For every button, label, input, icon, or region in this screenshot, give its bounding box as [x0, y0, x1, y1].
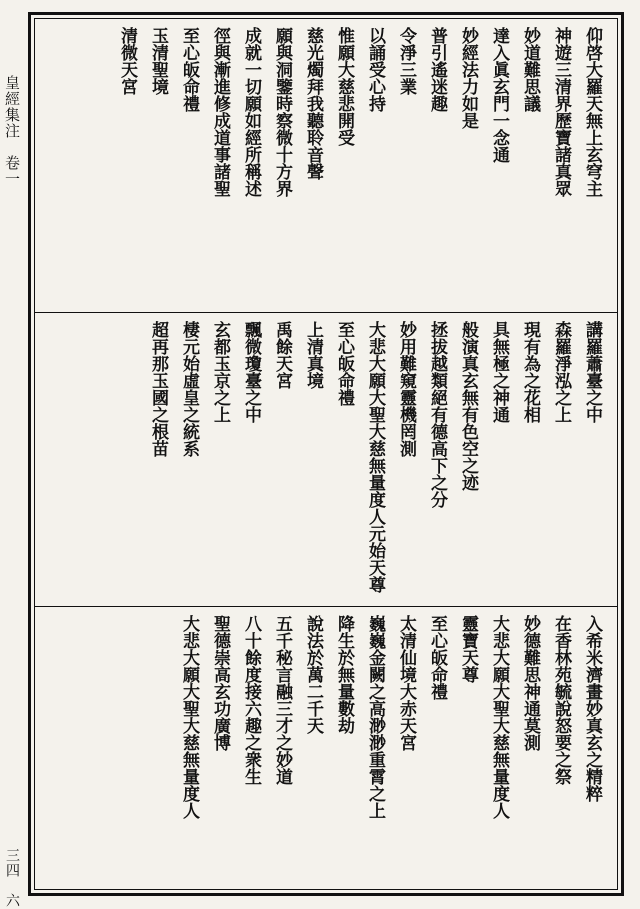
text-column: 惟願大慈悲開受 — [334, 27, 354, 146]
text-column: 禹餘天宮 — [272, 321, 292, 389]
text-column: 清微天宮 — [117, 27, 137, 95]
page-frame — [28, 12, 624, 896]
text-column: 妙經法力如是 — [458, 27, 478, 129]
text-column: 大悲大願大聖大慈無量度人 — [179, 615, 199, 819]
text-column: 巍巍金闕之高渺渺重霄之上 — [365, 615, 385, 819]
margin-book-title: 皇經集注 卷一 — [3, 75, 21, 187]
text-column: 至心皈命禮 — [427, 615, 447, 700]
text-column: 太清仙境大赤天宮 — [396, 615, 416, 751]
text-column: 大悲大願大聖大慈無量度人元始天尊 — [365, 321, 385, 593]
text-column: 五千秘言融三才之妙道 — [272, 615, 292, 785]
text-band-top — [35, 19, 617, 311]
text-column: 現有為之花相 — [520, 321, 540, 423]
text-column: 在香林苑毓說怒要之祭 — [551, 615, 571, 785]
text-column: 大悲大願大聖大慈無量度人 — [489, 615, 509, 819]
text-column: 靈寶天尊 — [458, 615, 478, 683]
text-column: 拯拔越類絕有德高下之分 — [427, 321, 447, 508]
text-column: 般演真玄無有色空之迹 — [458, 321, 478, 491]
text-column: 入希米濟畫妙真玄之精粹 — [582, 615, 602, 802]
text-column: 玉清聖境 — [148, 27, 168, 95]
text-column: 森羅淨泓之上 — [551, 321, 571, 423]
text-column: 成就一切願如經所稱述 — [241, 27, 261, 197]
text-column: 神遊三清界歷寶諸真眾 — [551, 27, 571, 197]
text-column: 上清真境 — [303, 321, 323, 389]
text-area — [34, 18, 618, 890]
text-column: 具無極之神通 — [489, 321, 509, 423]
text-column: 妙德難思神通莫測 — [520, 615, 540, 751]
text-column: 達入眞玄門一念通 — [489, 27, 509, 163]
text-band-bottom — [35, 607, 617, 897]
text-column: 講羅蕭臺之中 — [582, 321, 602, 423]
text-column: 徑與漸進修成道事諸聖 — [210, 27, 230, 197]
text-column: 妙用難窺靈機罔測 — [396, 321, 416, 457]
text-column: 棲元始虛皇之統系 — [179, 321, 199, 457]
text-column: 普引遙迷趣 — [427, 27, 447, 112]
text-column: 聖德崇高玄功廣博 — [210, 615, 230, 751]
text-column: 降生於無量數劫 — [334, 615, 354, 734]
text-column: 妙道難思議 — [520, 27, 540, 112]
text-column: 以誦受心持 — [365, 27, 385, 112]
text-column: 說法於萬二千天 — [303, 615, 323, 734]
text-column: 玄都玉京之上 — [210, 321, 230, 423]
text-column: 仰啓大羅天無上玄穹主 — [582, 27, 602, 197]
margin-page-number: 三四 六 — [4, 848, 20, 908]
text-column: 八十餘度接六趣之衆生 — [241, 615, 261, 785]
text-column: 令淨三業 — [396, 27, 416, 95]
text-column: 超再那玉國之根苗 — [148, 321, 168, 457]
text-column: 願與洞鑒時察微十方界 — [272, 27, 292, 197]
text-column: 至心皈命禮 — [334, 321, 354, 406]
text-band-middle — [35, 313, 617, 605]
text-column: 至心皈命禮 — [179, 27, 199, 112]
text-column: 飄微瓊臺之中 — [241, 321, 261, 423]
text-column: 慈光燭拜我聽聆音聲 — [303, 27, 323, 180]
